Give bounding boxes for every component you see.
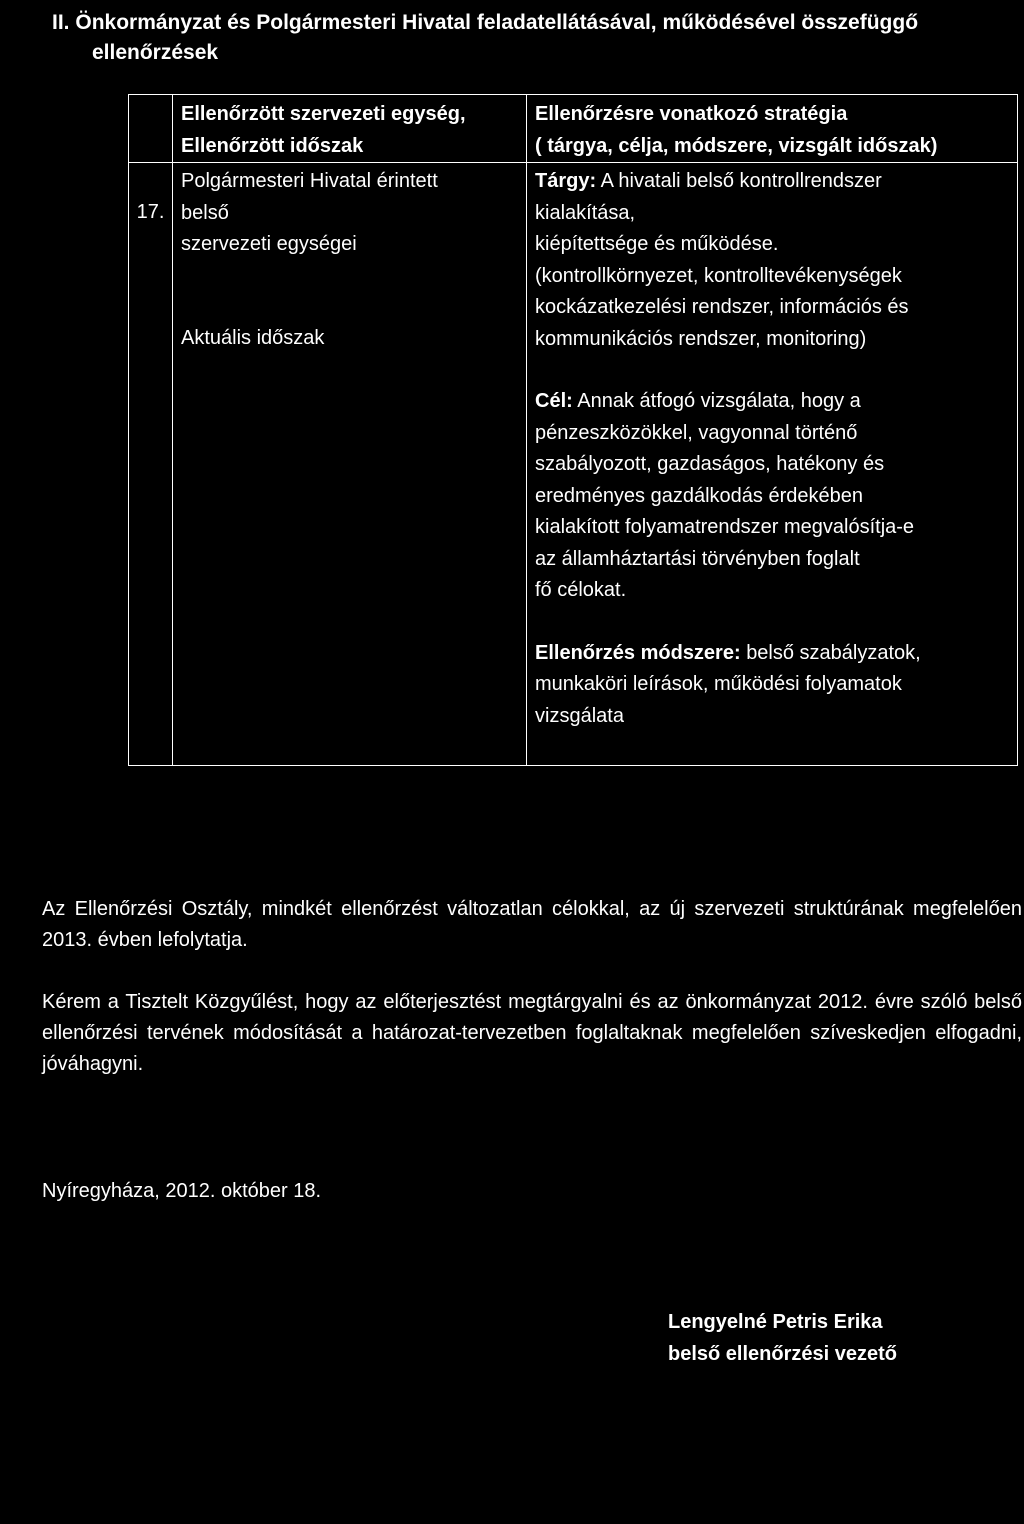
paragraph-restructuring: Az Ellenőrzési Osztály, mindkét ellenőrzést változatlan célokkal, az új szervezeti struktúrának megfelelően 2013. évben lefolytatja. <box>42 898 1022 951</box>
goal-line: szabályozott, gazdaságos, hatékony és <box>535 453 885 475</box>
subject-line: kiépítettsége és működése. <box>535 233 779 255</box>
section-number: II. <box>52 11 70 34</box>
table-header-row <box>129 95 1018 163</box>
subject-first-line <box>535 166 1009 198</box>
method-label: Ellenőrzés módszere: <box>535 641 741 664</box>
goal-first-line <box>535 386 1009 418</box>
signatory-title: belső ellenőrzési vezető <box>668 1343 897 1365</box>
subject-line: kommunikációs rendszer, monitoring) <box>535 327 867 350</box>
method-line: vizsgálata <box>535 704 624 727</box>
paragraph-request: Kérem a Tisztelt Közgyűlést, hogy az előterjesztést megtárgyalni és az önkormányzat 2012. évre szóló belső ellenőrzési tervének módosítását a határozat-tervezetben foglaltaknak megfelelően szíveskedjen elfogadni, jóváhagyni. <box>42 991 1022 1075</box>
header-unit-line2: Ellenőrzött időszak <box>181 134 364 157</box>
goal-label: Cél: <box>535 390 573 412</box>
row-unit-line2: belső <box>181 201 229 224</box>
method-text: belső szabályzatok, <box>746 641 921 664</box>
row-unit-line1: Polgármesteri Hivatal érintett <box>181 170 438 192</box>
subject-line: (kontrollkörnyezet, kontrolltevékenységek <box>535 264 902 287</box>
header-strategy-cell <box>527 95 1018 163</box>
header-strategy-line1: Ellenőrzésre vonatkozó stratégia <box>535 103 848 125</box>
audit-plan-table <box>128 94 1018 766</box>
signature-block <box>668 1306 897 1370</box>
method-line: munkaköri leírások, működési folyamatok <box>535 673 902 695</box>
goal-text: Annak átfogó vizsgálata, hogy a <box>577 390 861 412</box>
table-row <box>129 163 1018 766</box>
subject-line: kialakítása, <box>535 201 636 224</box>
goal-line: fő célokat. <box>535 579 627 601</box>
row-unit-line3: szervezeti egységei <box>181 233 357 255</box>
goal-line: pénzeszközökkel, vagyonnal történő <box>535 421 858 444</box>
document-date: Nyíregyháza, 2012. október 18. <box>42 1180 322 1202</box>
goal-line: eredményes gazdálkodás érdekében <box>535 484 863 507</box>
subject-text: A hivatali belső kontrollrendszer <box>600 170 882 192</box>
method-first-line <box>535 638 1009 670</box>
row-number: 17. <box>129 163 173 766</box>
header-strategy-line2: ( tárgya, célja, módszere, vizsgált időszak) <box>535 134 938 157</box>
goal-line: kialakított folyamatrendszer megvalósítja-e <box>535 516 915 538</box>
subject-label: Tárgy: <box>535 170 597 192</box>
row-period: Aktuális időszak <box>181 326 325 349</box>
header-unit-line1: Ellenőrzött szervezeti egység, <box>181 103 466 125</box>
section-title-line2: ellenőrzések <box>92 41 219 64</box>
section-title-line1: Önkormányzat és Polgármesteri Hivatal feladatellátásával, működésével összefüggő <box>75 11 919 34</box>
goal-line: az államháztartási törvényben foglalt <box>535 547 860 570</box>
row-unit-cell <box>173 163 527 766</box>
subject-line: kockázatkezelési rendszer, információs és <box>535 296 909 318</box>
header-number-cell <box>129 95 173 163</box>
row-strategy-cell <box>527 163 1018 766</box>
header-unit-cell <box>173 95 527 163</box>
signatory-name: Lengyelné Petris Erika <box>668 1311 883 1333</box>
section-heading <box>52 8 1022 68</box>
